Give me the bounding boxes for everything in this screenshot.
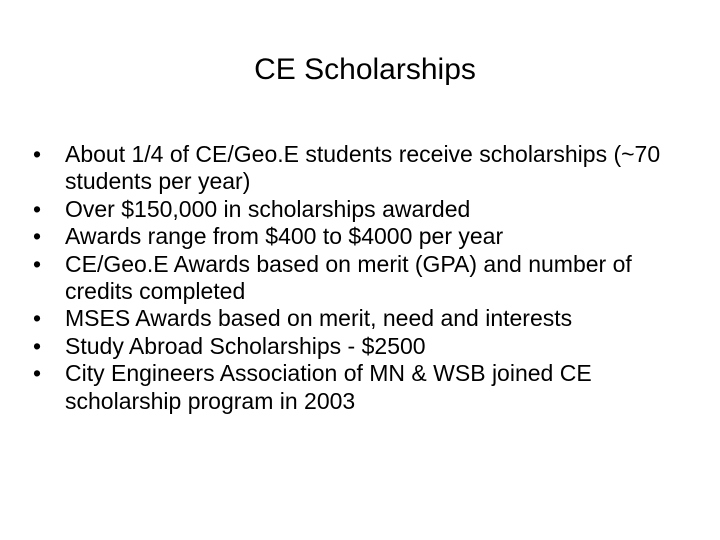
bullet-item <box>30 360 700 415</box>
bullet-icon: • <box>32 305 42 332</box>
bullet-icon: • <box>32 332 42 359</box>
bullet-item <box>30 251 700 306</box>
bullet-item <box>30 333 700 360</box>
bullet-text: Awards range from $400 to $4000 per year <box>65 223 504 250</box>
bullet-icon: • <box>32 141 42 167</box>
bullet-item <box>30 305 700 332</box>
bullet-list <box>30 141 700 415</box>
bullet-text: About 1/4 of CE/Geo.E students receive scholarships (~70 students per year) <box>65 141 661 195</box>
bullet-text: City Engineers Association of MN & WSB joined CE scholarship program in 2003 <box>65 360 592 414</box>
bullet-icon: • <box>32 360 42 387</box>
bullet-item <box>30 196 700 223</box>
bullet-text: MSES Awards based on merit, need and interests <box>65 305 573 332</box>
slide-title: CE Scholarships <box>254 53 476 86</box>
bullet-icon: • <box>32 250 42 277</box>
bullet-item <box>30 141 700 196</box>
bullet-item <box>30 223 700 250</box>
bullet-text: Over $150,000 in scholarships awarded <box>65 195 471 222</box>
bullet-text: CE/Geo.E Awards based on merit (GPA) and number of credits completed <box>65 250 632 305</box>
bullet-icon: • <box>32 195 42 222</box>
bullet-text: Study Abroad Scholarships - $2500 <box>65 332 426 359</box>
bullet-icon: • <box>32 223 42 250</box>
